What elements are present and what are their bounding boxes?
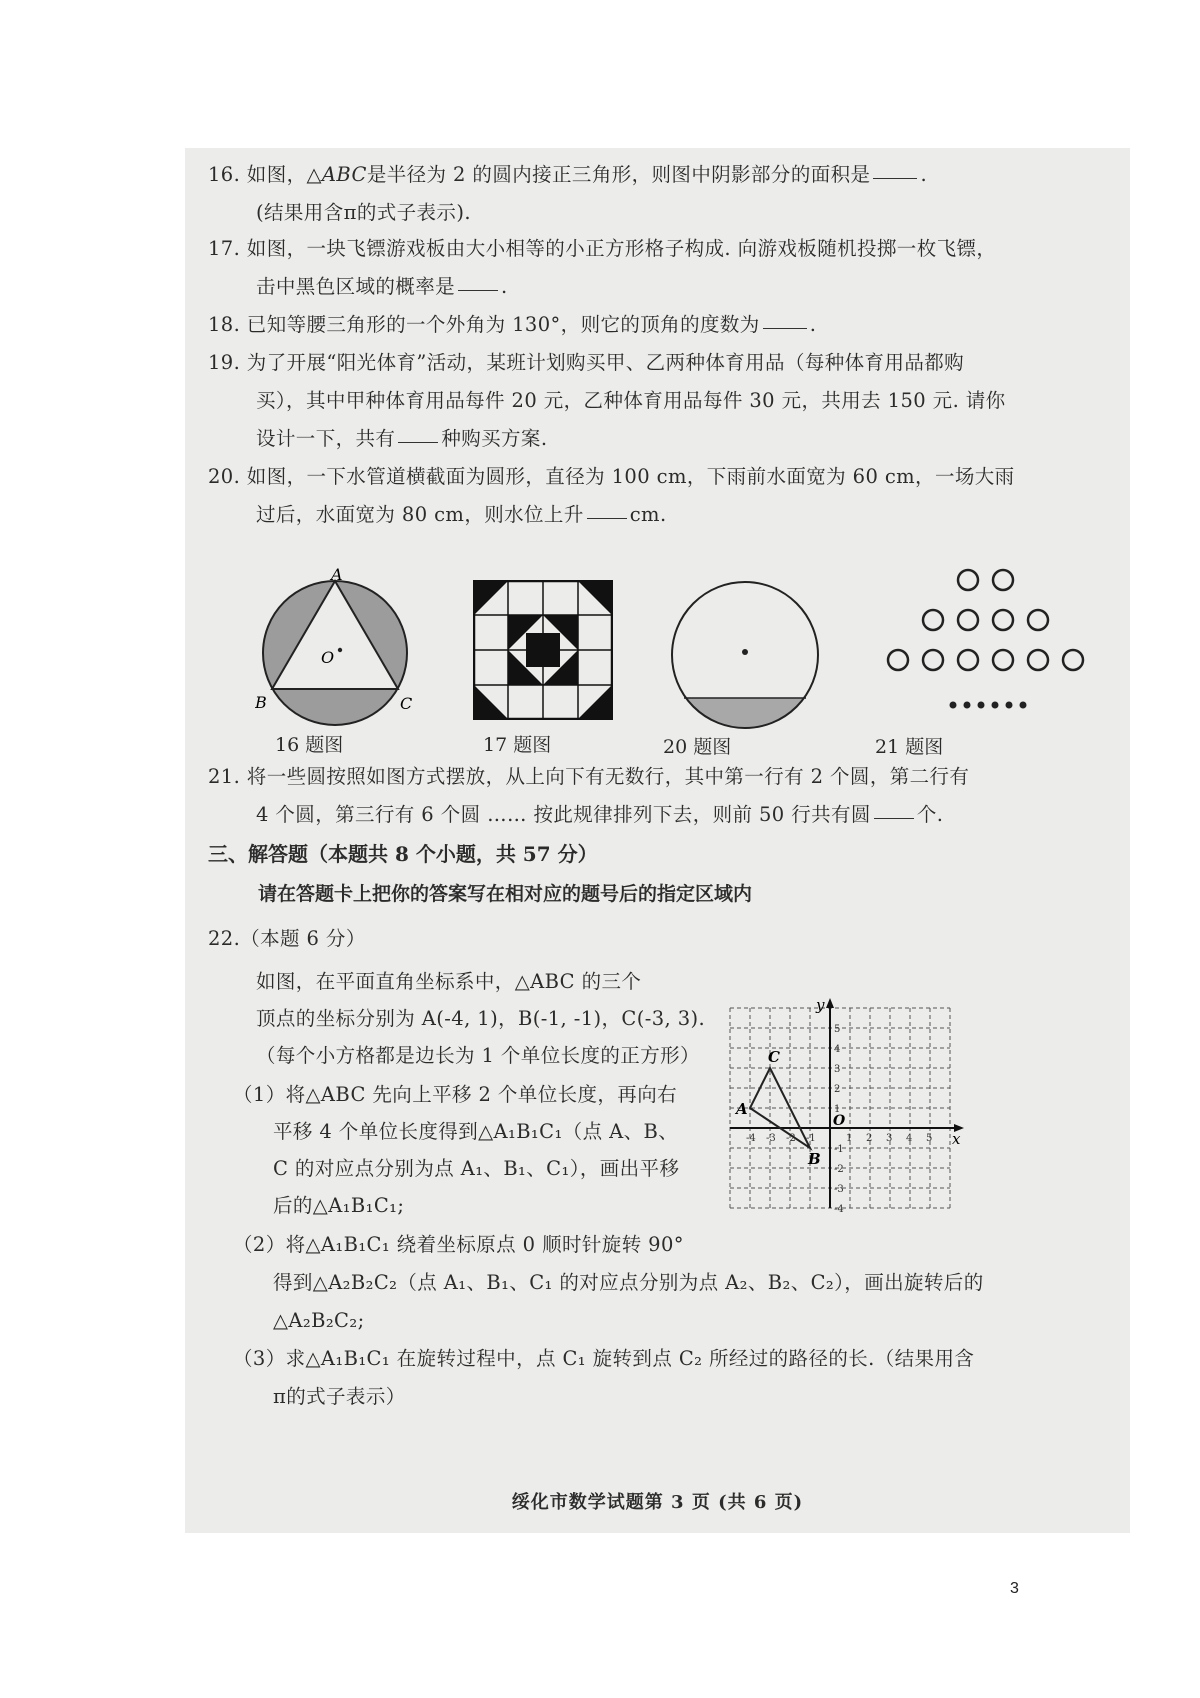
x-tick-label: -3 — [766, 1133, 776, 1144]
y-tick-label: -1 — [834, 1144, 844, 1155]
q21-line1: 21. 将一些圆按照如图方式摆放，从上向下有无数行，其中第一行有 2 个圆，第二行有 — [208, 765, 970, 788]
section-3-instruction: 请在答题卡上把你的答案写在相对应的题号后的指定区域内 — [258, 883, 753, 905]
q19-line1: 19. 为了开展“阳光体育”活动，某班计划购买甲、乙两种体育用品（每种体育用品都购 — [208, 351, 965, 374]
y-tick-label: 2 — [834, 1084, 841, 1095]
q22-p2-line3: △A₂B₂C₂; — [273, 1309, 365, 1332]
page-footer: 绥化市数学试题第 3 页 (共 6 页) — [511, 1492, 804, 1513]
answer-blank — [874, 817, 914, 819]
answer-blank — [763, 327, 807, 329]
fig20-center-dot — [742, 649, 748, 655]
figure-16 — [255, 568, 415, 728]
y-tick-label: 1 — [834, 1104, 841, 1115]
q16-triangle-name: ABC — [321, 163, 367, 186]
q22-p1-line2: 平移 4 个单位长度得到△A₁B₁C₁（点 A、B、 — [273, 1120, 679, 1143]
y-tick-label: -2 — [834, 1164, 844, 1175]
page-number: 3 — [1010, 1580, 1019, 1597]
question-21 — [208, 758, 969, 834]
scanned-exam-page — [185, 148, 1130, 1533]
fig16-caption: 16 题图 — [275, 734, 344, 756]
q22-intro1: 如图，在平面直角坐标系中，△ABC 的三个 — [256, 970, 642, 993]
q17-line1: 17. 如图，一块飞镖游戏板由大小相等的小正方形格子构成. 向游戏板随机投掷一枚飞镖， — [208, 237, 997, 260]
q18-end: . — [809, 313, 817, 336]
question-16 — [208, 156, 927, 232]
q17-end: . — [501, 275, 508, 298]
x-tick-label: -2 — [786, 1133, 796, 1144]
q22-p1-line1: （1）将△ABC 先向上平移 2 个单位长度，再向右 — [233, 1083, 677, 1106]
grid-label-b: B — [808, 1150, 821, 1168]
fig16-center-dot — [338, 648, 342, 652]
q16-text-b: 是半径为 2 的圆内接正三角形，则图中阴影部分的面积是 — [366, 163, 871, 186]
x-axis-label: x — [952, 1130, 961, 1148]
figure-21 — [875, 568, 1095, 718]
question-22-intro — [256, 963, 705, 1074]
fig17-center-square — [526, 633, 560, 667]
x-tick-label: -1 — [806, 1133, 816, 1144]
y-tick-label: -3 — [834, 1184, 844, 1195]
q19-line2: 买），其中甲种体育用品每件 20 元，乙种体育用品每件 30 元，共用去 150 元. 请你 — [256, 389, 1006, 412]
question-22-part1 — [233, 1076, 679, 1224]
y-tick-label: 5 — [834, 1024, 841, 1035]
answer-blank — [587, 517, 627, 519]
question-22-header — [208, 920, 366, 958]
answer-blank — [873, 177, 917, 179]
fig16-label-b: B — [255, 693, 267, 712]
figure-20 — [670, 580, 820, 730]
origin-label: O — [833, 1113, 846, 1129]
fig21-caption: 21 题图 — [875, 736, 944, 758]
x-tick-label: -4 — [746, 1133, 756, 1144]
q17-line2: 击中黑色区域的概率是 — [256, 275, 456, 298]
q22-p2-line1: （2）将△A₁B₁C₁ 绕着坐标原点 0 顺时针旋转 90° — [233, 1233, 684, 1256]
question-20 — [208, 458, 1015, 534]
y-axis-label: y — [816, 998, 825, 1014]
fig16-label-o: O — [321, 648, 335, 667]
answer-blank — [458, 289, 498, 291]
fig20-caption: 20 题图 — [663, 736, 732, 758]
question-19 — [208, 344, 1006, 458]
q20-end: cm. — [629, 503, 667, 526]
y-tick-label: 4 — [834, 1044, 841, 1055]
q22-p2-line2: 得到△A₂B₂C₂（点 A₁、B₁、C₁ 的对应点分别为点 A₂、B₂、C₂），画出旋转后的 — [273, 1271, 984, 1294]
q19-end: 种购买方案. — [441, 427, 548, 450]
figure-17 — [473, 580, 613, 720]
y-tick-label: -4 — [834, 1204, 844, 1215]
q22-p1-line3: C 的对应点分别为点 A₁、B₁、C₁），画出平移 — [273, 1157, 680, 1180]
fig16-label-c: C — [400, 694, 413, 713]
question-22-part2 — [233, 1226, 984, 1340]
grid-label-a: A — [736, 1100, 748, 1118]
q21-line2: 4 个圆，第三行有 6 个圆 …… 按此规律排列下去，则前 50 行共有圆 — [256, 803, 871, 826]
q21-end: 个. — [916, 803, 944, 826]
grid-label-c: C — [768, 1048, 780, 1066]
q22-header: 22.（本题 6 分） — [208, 927, 366, 950]
q22-intro2: 顶点的坐标分别为 A(-4, 1)，B(-1, -1)，C(-3, 3). — [256, 1007, 706, 1030]
q22-p1-line4: 后的△A₁B₁C₁; — [273, 1194, 405, 1217]
answer-blank — [398, 441, 438, 443]
fig17-caption: 17 题图 — [483, 734, 552, 756]
question-17 — [208, 230, 996, 306]
q22-intro3: （每个小方格都是边长为 1 个单位长度的正方形） — [256, 1044, 700, 1067]
x-tick-label: 3 — [886, 1133, 893, 1144]
x-tick-label: 4 — [906, 1133, 913, 1144]
x-tick-label: 5 — [926, 1133, 933, 1144]
x-tick-label: 2 — [866, 1133, 873, 1144]
x-tick-label: 1 — [846, 1133, 853, 1144]
fig20-water — [685, 698, 805, 729]
fig16-label-a: A — [331, 568, 343, 584]
q20-line1: 20. 如图，一下水管道横截面为圆形，直径为 100 cm，下雨前水面宽为 60 cm，一场大雨 — [208, 465, 1015, 488]
q22-p3-line2: π的式子表示） — [273, 1385, 406, 1408]
question-22-part3 — [233, 1340, 974, 1416]
section-3-title: 三、解答题（本题共 8 个小题，共 57 分） — [208, 842, 598, 866]
q16-line2: (结果用含π的式子表示). — [256, 201, 471, 224]
question-18 — [208, 306, 816, 344]
y-tick-label: 3 — [834, 1064, 841, 1075]
q19-line3: 设计一下，共有 — [256, 427, 396, 450]
q16-end: . — [920, 163, 928, 186]
q20-line2: 过后，水面宽为 80 cm，则水位上升 — [256, 503, 584, 526]
q18-text: 18. 已知等腰三角形的一个外角为 130°，则它的顶角的度数为 — [208, 313, 760, 336]
coordinate-grid-figure — [720, 998, 980, 1228]
q16-text-a: 16. 如图，△ — [208, 163, 322, 186]
q22-p3-line1: （3）求△A₁B₁C₁ 在旋转过程中，点 C₁ 旋转到点 C₂ 所经过的路径的长.（结果用含 — [233, 1347, 975, 1370]
y-axis-arrow — [826, 998, 834, 1008]
